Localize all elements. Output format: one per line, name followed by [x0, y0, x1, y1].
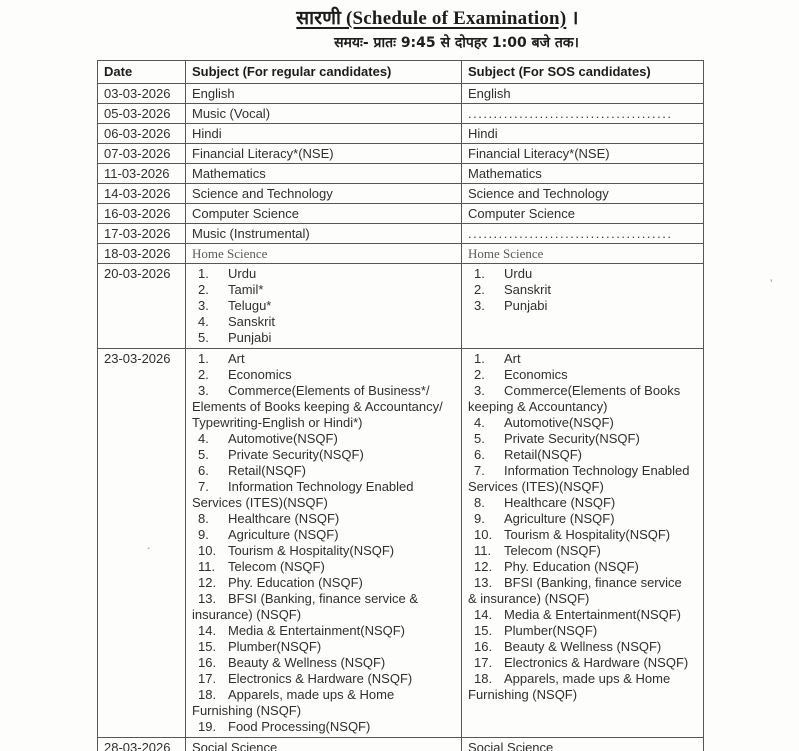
- regular-subject-cell: Computer Science: [186, 204, 462, 224]
- list-item-number: 3.: [198, 383, 209, 398]
- subject-list-item: 17. Electronics & Hardware (NSQF): [474, 655, 689, 670]
- regular-subject-cell: [186, 264, 462, 349]
- list-item-number: 5.: [474, 431, 485, 446]
- table-row: [98, 264, 704, 349]
- regular-subject-cell: [186, 349, 462, 738]
- subject-list-item: 10. Tourism & Hospitality(NSQF): [474, 527, 671, 542]
- list-item-number: 1.: [474, 351, 485, 366]
- list-item-number: 12.: [198, 575, 217, 590]
- subject-list-item: 14. Media & Entertainment(NSQF): [474, 607, 682, 622]
- subject-list-item: 1. Urdu: [474, 266, 533, 281]
- date-cell: 28-03-2026: [98, 738, 186, 751]
- subject-list-item: 3. Telugu*: [198, 298, 272, 313]
- table-row: [98, 184, 704, 204]
- subject-list-item: 18. Apparels, made ups & Home Furnishing (NSQF): [468, 671, 671, 702]
- table-row: [98, 164, 704, 184]
- list-item-number: 12.: [474, 559, 493, 574]
- subject-list-item: 16. Beauty & Wellness (NSQF): [198, 655, 386, 670]
- list-item-number: 8.: [198, 511, 209, 526]
- table-row: [98, 738, 704, 751]
- list-item-number: 15.: [474, 623, 493, 638]
- list-item-number: 13.: [474, 575, 493, 590]
- subject-list-item: 12. Phy. Education (NSQF): [198, 575, 363, 590]
- date-cell: 23-03-2026: [98, 349, 186, 738]
- list-item-number: 17.: [198, 671, 217, 686]
- list-item-number: 11.: [198, 559, 216, 574]
- subject-list-item: 4. Automotive(NSQF): [198, 431, 338, 446]
- table-row: [98, 124, 704, 144]
- date-cell: 17-03-2026: [98, 224, 186, 244]
- list-item-number: 4.: [198, 314, 209, 329]
- header-row: [98, 61, 704, 84]
- subject-list-item: 18. Apparels, made ups & Home Furnishing (NSQF): [192, 687, 395, 718]
- list-item-number: 14.: [474, 607, 493, 622]
- list-item-number: 2.: [198, 367, 209, 382]
- list-item-number: 3.: [474, 298, 485, 313]
- document-title-danda: ।: [566, 8, 579, 29]
- list-item-number: 1.: [198, 266, 209, 281]
- subject-list-item: 2. Economics: [474, 367, 568, 382]
- list-item-number: 5.: [198, 447, 209, 462]
- list-item-number: 6.: [198, 463, 209, 478]
- subject-list-item: 8. Healthcare (NSQF): [198, 511, 340, 526]
- table-row: [98, 84, 704, 104]
- subject-list-item: 2. Sanskrit: [474, 282, 551, 297]
- scan-artifact: ’: [770, 278, 773, 290]
- subject-list-item: 19. Food Processing(NSQF): [198, 719, 371, 734]
- date-cell: 14-03-2026: [98, 184, 186, 204]
- list-item-number: 15.: [198, 639, 217, 654]
- sos-subject-cell: [462, 349, 704, 738]
- list-item-number: 10.: [474, 527, 493, 542]
- subject-list-item: 14. Media & Entertainment(NSQF): [198, 623, 406, 638]
- date-cell: 11-03-2026: [98, 164, 186, 184]
- list-item-number: 10.: [198, 543, 217, 558]
- document-header: [0, 0, 799, 52]
- subject-list-item: 16. Beauty & Wellness (NSQF): [474, 639, 662, 654]
- subject-list-item: 4. Automotive(NSQF): [474, 415, 614, 430]
- table-row: [98, 104, 704, 124]
- date-cell: 16-03-2026: [98, 204, 186, 224]
- scan-artifact: ˏ: [146, 537, 154, 551]
- subject-list-item: 8. Healthcare (NSQF): [474, 495, 616, 510]
- regular-subject-cell: Home Science: [186, 244, 462, 264]
- subject-list-item: 3. Punjabi: [474, 298, 548, 313]
- subject-list-item: 4. Sanskrit: [198, 314, 275, 329]
- subject-list-item: 6. Retail(NSQF): [474, 447, 583, 462]
- date-cell: 18-03-2026: [98, 244, 186, 264]
- regular-subject-cell: Music (Instrumental): [186, 224, 462, 244]
- regular-subject-cell: Science and Technology: [186, 184, 462, 204]
- subject-list-item: 5. Punjabi: [198, 330, 272, 345]
- regular-subject-cell: Mathematics: [186, 164, 462, 184]
- date-cell: 20-03-2026: [98, 264, 186, 349]
- table-header: [98, 61, 704, 84]
- document-subtitle: समयः- प्रातः 9:45 से दोपहर 1:00 बजे तक।: [334, 35, 579, 51]
- date-cell: 03-03-2026: [98, 84, 186, 104]
- list-item-number: 2.: [198, 282, 209, 297]
- date-cell: 05-03-2026: [98, 104, 186, 124]
- subject-list-item: 3. Commerce(Elements of Business*/ Elements of Books keeping & Accountancy/ Typewriting-English or Hindi*): [192, 383, 443, 430]
- sos-subject-cell: Home Science: [462, 244, 704, 264]
- subject-list-item: 5. Private Security(NSQF): [474, 431, 640, 446]
- subject-list-item: 5. Private Security(NSQF): [198, 447, 364, 462]
- table-row: [98, 349, 704, 738]
- sos-subject-cell: English: [462, 84, 704, 104]
- list-item-number: 1.: [474, 266, 485, 281]
- list-item-number: 19.: [198, 719, 217, 734]
- subject-list-item: 1. Art: [474, 351, 521, 366]
- subject-list-item: 7. Information Technology Enabled Services (ITES)(NSQF): [468, 463, 690, 494]
- document-title-text: सारणी (Schedule of Examination): [296, 8, 567, 29]
- subject-list-item: 13. BFSI (Banking, finance service & insurance) (NSQF): [192, 591, 419, 622]
- list-item-number: 7.: [198, 479, 209, 494]
- list-item-number: 16.: [198, 655, 217, 670]
- regular-subject-cell: Music (Vocal): [186, 104, 462, 124]
- column-header-2: Subject (For SOS candidates): [462, 61, 704, 84]
- list-item-number: 1.: [198, 351, 209, 366]
- table-row: [98, 204, 704, 224]
- subject-list-item: 11. Telecom (NSQF): [198, 559, 325, 574]
- subject-list-item: 9. Agriculture (NSQF): [198, 527, 339, 542]
- list-item-number: 2.: [474, 282, 485, 297]
- column-header-0: Date: [98, 61, 186, 84]
- sos-subject-cell: [462, 264, 704, 349]
- subject-list-item: 13. BFSI (Banking, finance service & insurance) (NSQF): [468, 575, 682, 606]
- sos-subject-cell: Science and Technology: [462, 184, 704, 204]
- table-row: [98, 244, 704, 264]
- list-item-number: 9.: [198, 527, 209, 542]
- subject-list-item: 15. Plumber(NSQF): [198, 639, 322, 654]
- subject-list-item: 2. Economics: [198, 367, 292, 382]
- subject-list-item: 2. Tamil*: [198, 282, 264, 297]
- table-row: [98, 224, 704, 244]
- subject-list-item: 7. Information Technology Enabled Services (ITES)(NSQF): [192, 479, 414, 510]
- list-item-number: 9.: [474, 511, 485, 526]
- list-item-number: 11.: [474, 543, 492, 558]
- regular-subject-cell: Social Science: [186, 738, 462, 751]
- sos-subject-cell: ........................................: [462, 104, 704, 124]
- exam-schedule-table: [97, 60, 704, 751]
- list-item-number: 13.: [198, 591, 217, 606]
- column-header-1: Subject (For regular candidates): [186, 61, 462, 84]
- list-item-number: 3.: [198, 298, 209, 313]
- subject-list-item: 12. Phy. Education (NSQF): [474, 559, 639, 574]
- subject-list-item: 15. Plumber(NSQF): [474, 623, 598, 638]
- exam-schedule-table-container: [97, 60, 799, 751]
- sos-subject-cell: ........................................: [462, 224, 704, 244]
- list-item-number: 14.: [198, 623, 217, 638]
- table-body: [98, 84, 704, 751]
- regular-subject-cell: Financial Literacy*(NSE): [186, 144, 462, 164]
- sos-subject-cell: Computer Science: [462, 204, 704, 224]
- sos-subject-cell: Mathematics: [462, 164, 704, 184]
- subject-list-item: 3. Commerce(Elements of Books keeping & Accountancy): [468, 383, 681, 414]
- list-item-number: 7.: [474, 463, 485, 478]
- subject-list-item: 6. Retail(NSQF): [198, 463, 307, 478]
- table-row: [98, 144, 704, 164]
- subject-list-item: 11. Telecom (NSQF): [474, 543, 601, 558]
- list-item-number: 6.: [474, 447, 485, 462]
- list-item-number: 4.: [198, 431, 209, 446]
- list-item-number: 18.: [474, 671, 493, 686]
- list-item-number: 17.: [474, 655, 493, 670]
- document-title: [38, 4, 799, 30]
- date-cell: 07-03-2026: [98, 144, 186, 164]
- subject-list-item: 1. Urdu: [198, 266, 257, 281]
- subject-list-item: 9. Agriculture (NSQF): [474, 511, 615, 526]
- list-item-number: 2.: [474, 367, 485, 382]
- regular-subject-cell: Hindi: [186, 124, 462, 144]
- subject-list-item: 17. Electronics & Hardware (NSQF): [198, 671, 413, 686]
- subject-list-item: 10. Tourism & Hospitality(NSQF): [198, 543, 395, 558]
- list-item-number: 5.: [198, 330, 209, 345]
- list-item-number: 3.: [474, 383, 485, 398]
- regular-subject-cell: English: [186, 84, 462, 104]
- list-item-number: 18.: [198, 687, 217, 702]
- subject-list-item: 1. Art: [198, 351, 245, 366]
- sos-subject-cell: Hindi: [462, 124, 704, 144]
- list-item-number: 4.: [474, 415, 485, 430]
- sos-subject-cell: Financial Literacy*(NSE): [462, 144, 704, 164]
- list-item-number: 8.: [474, 495, 485, 510]
- list-item-number: 16.: [474, 639, 493, 654]
- sos-subject-cell: Social Science: [462, 738, 704, 751]
- date-cell: 06-03-2026: [98, 124, 186, 144]
